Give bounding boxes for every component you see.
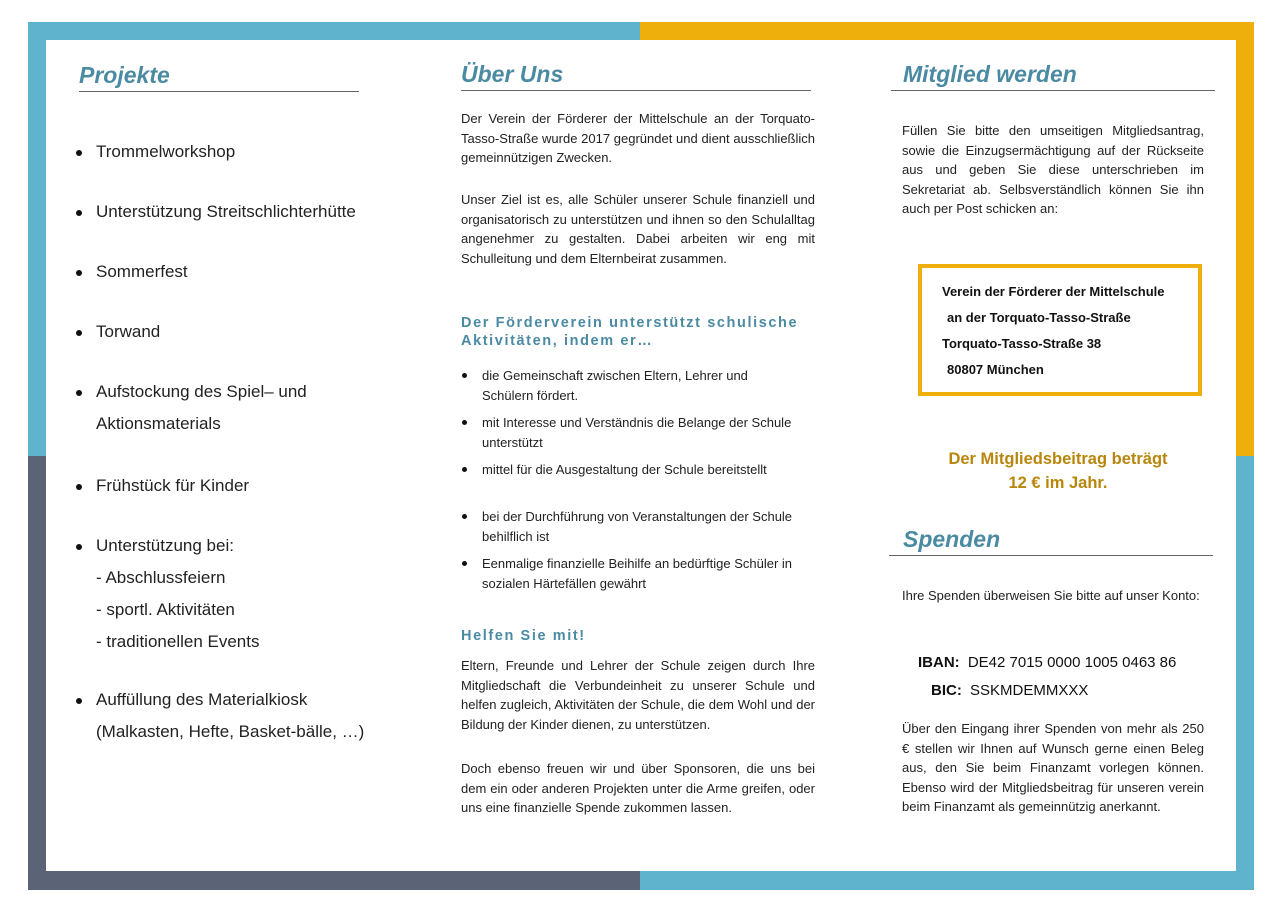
projekt-item-line: Sommerfest xyxy=(96,262,188,281)
projekt-item-line: Aufstockung des Spiel– und xyxy=(96,382,307,401)
helfen-paragraph-2: Doch ebenso freuen wir und über Sponsoren, die uns bei dem ein oder anderen Projekten unter die Arme greifen, oder uns eine finanzielle Spende zukommen lassen. xyxy=(461,761,815,815)
bullet-icon xyxy=(76,210,82,216)
bic-label: BIC: xyxy=(931,682,962,699)
spenden-paragraph: Ihre Spenden überweisen Sie bitte auf unser Konto: xyxy=(902,588,1200,603)
bullet-icon xyxy=(76,484,82,490)
projekt-item xyxy=(96,376,307,440)
aktivitaet-text: Eenmalige finanzielle Beihilfe an bedürftige Schüler in sozialen Härtefällen gewährt xyxy=(482,556,793,591)
ueber-uns-heading: Über Uns xyxy=(461,61,811,91)
bic-value: SSKMDEMMXXX xyxy=(970,682,1089,699)
mitglied-heading: Mitglied werden xyxy=(891,61,1215,91)
projekt-item xyxy=(96,470,249,502)
projekt-item-line: Unterstützung bei: xyxy=(96,536,234,555)
bullet-icon xyxy=(462,420,467,425)
bullet-icon xyxy=(462,514,467,519)
projekt-item-line: - traditionellen Events xyxy=(96,632,260,651)
aktivitaet-item xyxy=(462,507,802,546)
spenden-heading: Spenden xyxy=(889,526,1213,556)
ueber-uns-paragraph-1: Der Verein der Förderer der Mittelschule an der Torquato-Tasso-Straße wurde 2017 gegründet und dient ausschließlich gemeinnützigen Zwecken. xyxy=(461,111,815,165)
projekt-item-line: Torwand xyxy=(96,322,161,341)
projekt-item xyxy=(96,136,235,168)
bullet-icon xyxy=(76,698,82,704)
bullet-icon xyxy=(462,467,467,472)
iban-value: DE42 7015 0000 1005 0463 86 xyxy=(967,654,1177,671)
bullet-icon xyxy=(76,150,82,156)
projekt-item xyxy=(96,196,356,228)
projekte-heading: Projekte xyxy=(79,62,359,92)
iban-label: IBAN: xyxy=(918,654,960,671)
helfen-paragraph-1: Eltern, Freunde und Lehrer der Schule zeigen durch Ihre Mitgliedschaft die Verbundeinheit zu unserer Schule und helfen zugleich, Aktivitäten der Schule, die dem Wohl und der Bildung der Kinder dienen, zu unterstützen. xyxy=(461,658,815,732)
projekt-item-line: Unterstützung Streitschlichterhütte xyxy=(96,202,356,221)
ueber-uns-paragraph-2: Unser Ziel ist es, alle Schüler unserer Schule finanziell und organisatorisch zu unterstützen und ihnen so den Schulalltag angenehmer zu gestalten. Dabei arbeiten wir eng mit Schulleitung und dem Elternbeirat zusammen. xyxy=(461,192,815,266)
address-line-1: Verein der Förderer der Mittelschule xyxy=(942,284,1165,299)
fee-line-2: 12 € im Jahr. xyxy=(1008,474,1108,492)
bullet-icon xyxy=(76,390,82,396)
bic-row xyxy=(931,682,1088,699)
helfen-subheading: Helfen Sie mit! xyxy=(461,628,586,644)
aktivitaet-text: mit Interesse und Verständnis die Belange der Schule unterstützt xyxy=(482,415,792,450)
projekt-item-line: Auffüllung des Materialkiosk xyxy=(96,690,308,709)
beleg-paragraph: Über den Eingang ihrer Spenden von mehr als 250 € stellen wir Ihnen auf Wunsch gerne einen Beleg aus, den Sie beim Finanzamt vorlegen können. Ebenso wird der Mitgliedsbeitrag für unseren verein beim Finanzamt als gemeinnützig anerkannt. xyxy=(902,721,1204,814)
aktivitaet-text: die Gemeinschaft zwischen Eltern, Lehrer und Schülern fördert. xyxy=(482,368,748,403)
foerderverein-subheading: Der Förderverein unterstützt schulische Aktivitäten, indem er… xyxy=(461,315,799,349)
aktivitaet-text: mittel für die Ausgestaltung der Schule bereitstellt xyxy=(482,462,767,477)
projekt-item-line: - sportl. Aktivitäten xyxy=(96,600,235,619)
membership-fee xyxy=(900,447,1216,495)
projekt-item-line: - Abschlussfeiern xyxy=(96,568,226,587)
projekt-item-line: (Malkasten, Hefte, Basket-bälle, …) xyxy=(96,722,365,741)
address-line-3: Torquato-Tasso-Straße 38 xyxy=(942,336,1102,351)
aktivitaet-item xyxy=(462,554,802,593)
address-line-4: 80807 München xyxy=(947,362,1044,377)
aktivitaet-item xyxy=(462,366,802,405)
address-box xyxy=(918,264,1202,396)
projekt-item xyxy=(96,256,188,288)
address-line-2: an der Torquato-Tasso-Straße xyxy=(947,310,1131,325)
aktivitaet-text: bei der Durchführung von Veranstaltungen der Schule behilflich ist xyxy=(482,509,793,544)
iban-row xyxy=(918,654,1176,671)
aktivitaet-item xyxy=(462,460,802,480)
bullet-icon xyxy=(76,270,82,276)
bullet-icon xyxy=(462,373,467,378)
projekt-item-line: Trommelworkshop xyxy=(96,142,236,161)
bullet-icon xyxy=(76,544,82,550)
mitglied-intro: Füllen Sie bitte den umseitigen Mitgliedsantrag, sowie die Einzugsermächtigung auf der Rückseite aus und geben Sie diese unterschrieben im Sekretariat ab. Selbsverständlich können Sie ihn auch per Post schicken an: xyxy=(902,123,1204,216)
fee-line-1: Der Mitgliedsbeitrag beträgt xyxy=(948,450,1168,468)
aktivitaet-item xyxy=(462,413,802,452)
bullet-icon xyxy=(462,561,467,566)
projekt-item xyxy=(96,684,364,748)
projekt-item-line: Aktionsmaterials xyxy=(96,414,221,433)
bullet-icon xyxy=(76,330,82,336)
projekt-item xyxy=(96,316,160,348)
projekt-item xyxy=(96,530,259,658)
projekt-item-line: Frühstück für Kinder xyxy=(96,476,250,495)
